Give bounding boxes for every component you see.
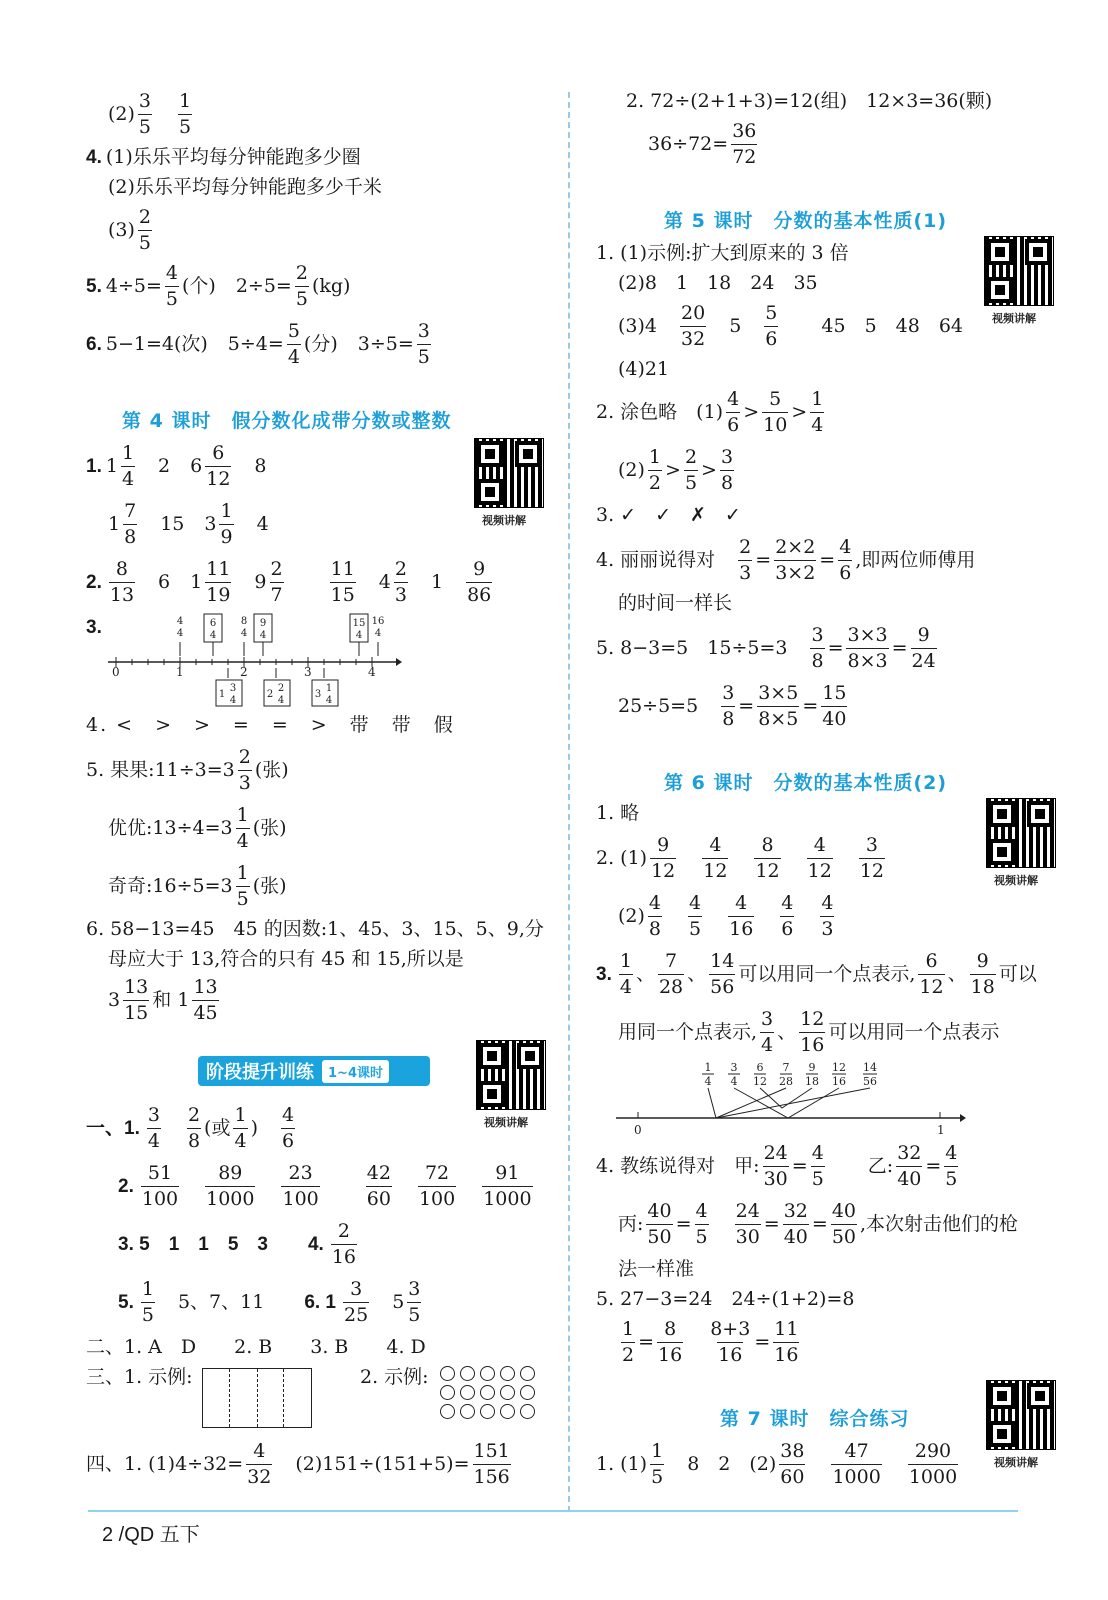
question-number: 3. bbox=[86, 617, 102, 638]
svg-text:16: 16 bbox=[371, 616, 385, 627]
answer-line: 1. 1 $\frac{1}{4}$ 2 6 $\frac{6}{12}$ 8 bbox=[86, 442, 267, 490]
svg-text:3: 3 bbox=[304, 665, 312, 679]
svg-text:8: 8 bbox=[240, 616, 248, 627]
qr-label: 视频讲解 bbox=[994, 1456, 1038, 1469]
svg-text:14: 14 bbox=[863, 1061, 877, 1074]
svg-text:15: 15 bbox=[352, 618, 366, 629]
svg-text:6: 6 bbox=[209, 618, 217, 629]
answer-line: 丙: $\frac{40}{50}$ = $\frac{4}{5}$ $\frac{24}{30}$ = $\frac{32}{40}$ = $\frac{40}{50}$ ,本次射击他们的枪 bbox=[618, 1200, 1019, 1248]
svg-text:6: 6 bbox=[756, 1061, 764, 1074]
answer-line: 2. 涂色略 (1) $\frac{4}{6}$ > $\frac{5}{10}$ > $\frac{1}{4}$ bbox=[596, 388, 824, 436]
answer-line: (2) $\frac{4}{8}$ $\frac{4}{5}$ $\frac{4}{16}$ $\frac{4}{6}$ $\frac{4}{3}$ bbox=[618, 892, 834, 940]
answer-line: 三、1. 示例: bbox=[86, 1366, 193, 1388]
answer-line: 3. $\frac{1}{4}$ 、 $\frac{7}{28}$ 、 $\frac{14}{56}$ 可以用同一个点表示, $\frac{6}{12}$ 、 $\frac{9}{18}$ 可以 bbox=[596, 950, 1037, 998]
section-heading: 第 5 课时 分数的基本性质(1) bbox=[664, 210, 948, 232]
answer-line: 二、1. A D 2. B 3. B 4. D bbox=[86, 1336, 426, 1358]
footer-rule bbox=[88, 1510, 1018, 1512]
answer-line: 奇奇:16÷5=3 $\frac{1}{5}$ (张) bbox=[108, 862, 287, 910]
answer-line: 5. 4÷5= $\frac{4}{5}$ (个) 2÷5= $\frac{2}{5}$ (kg) bbox=[86, 262, 351, 310]
qr-code-icon[interactable] bbox=[476, 1040, 546, 1110]
svg-text:12: 12 bbox=[753, 1075, 767, 1088]
number-line bbox=[104, 612, 404, 708]
answer-line: 6. 5−1=4(次) 5÷4= $\frac{5}{4}$ (分) 3÷5= $\frac{3}{5}$ bbox=[86, 320, 430, 368]
answer-line: $\frac{1}{2}$ = $\frac{8}{16}$ $\frac{8+3}{16}$ = $\frac{11}{16}$ bbox=[622, 1318, 799, 1366]
svg-text:4: 4 bbox=[368, 665, 376, 679]
answer-line: (3)4 $\frac{20}{32}$ 5 $\frac{5}{6}$ 45 5 48 64 bbox=[618, 302, 964, 350]
answer-line: 4. < > > = = > 带 带 假 bbox=[86, 714, 455, 736]
qr-label: 视频讲解 bbox=[482, 514, 526, 527]
answer-line: 2. 示例: bbox=[360, 1366, 429, 1388]
answer-line: (2) $\frac{3}{5}$ $\frac{1}{5}$ bbox=[108, 90, 192, 138]
answer-line: 法一样准 bbox=[618, 1258, 695, 1280]
svg-text:12: 12 bbox=[832, 1061, 846, 1074]
answer-line: 2. 72÷(2+1+3)=12(组) 12×3=36(颗) bbox=[626, 90, 993, 112]
svg-text:3: 3 bbox=[314, 689, 322, 700]
qr-label: 视频讲解 bbox=[992, 312, 1036, 325]
svg-text:9: 9 bbox=[808, 1061, 816, 1074]
svg-text:18: 18 bbox=[805, 1075, 819, 1088]
qr-label: 视频讲解 bbox=[484, 1116, 528, 1129]
answer-line: 1. 略 bbox=[596, 802, 640, 824]
svg-text:56: 56 bbox=[863, 1075, 877, 1088]
svg-text:9: 9 bbox=[259, 618, 267, 629]
answer-line: 1. (1)示例:扩大到原来的 3 倍 bbox=[596, 242, 849, 264]
svg-text:4: 4 bbox=[704, 1075, 712, 1088]
answer-line: 5. 果果:11÷3=3 $\frac{2}{3}$ (张) bbox=[86, 746, 289, 794]
answer-line: 4. 丽丽说得对 $\frac{2}{3}$ = $\frac{2\times 2}{3\times 2}$ = $\frac{4}{6}$ ,即两位师傅用 bbox=[596, 536, 976, 584]
svg-text:3: 3 bbox=[730, 1061, 738, 1074]
svg-text:4: 4 bbox=[229, 695, 237, 706]
circle-diagram bbox=[440, 1366, 537, 1419]
qr-code-icon[interactable] bbox=[986, 798, 1056, 868]
svg-text:1: 1 bbox=[176, 665, 184, 679]
svg-text:2: 2 bbox=[277, 683, 285, 694]
svg-text:4: 4 bbox=[730, 1075, 738, 1088]
answer-line: 5. 27−3=24 24÷(1+2)=8 bbox=[596, 1288, 855, 1310]
svg-text:4: 4 bbox=[325, 695, 333, 706]
answer-line: 4. (1)乐乐平均每分钟能跑多少圈 bbox=[86, 146, 361, 168]
svg-text:4: 4 bbox=[176, 616, 184, 627]
column-divider bbox=[568, 92, 570, 1512]
answer-line: 的时间一样长 bbox=[618, 592, 733, 614]
svg-text:2: 2 bbox=[266, 689, 274, 700]
qr-code-icon[interactable] bbox=[986, 1380, 1056, 1450]
section-heading: 第 7 课时 综合练习 bbox=[720, 1408, 910, 1430]
answer-line: 25÷5=5 $\frac{3}{8}$ = $\frac{3\times 5}{8\times 5}$ = $\frac{15}{40}$ bbox=[618, 682, 847, 730]
svg-text:4: 4 bbox=[240, 628, 248, 639]
qr-code-icon[interactable] bbox=[984, 236, 1054, 306]
svg-text:2: 2 bbox=[240, 665, 248, 679]
svg-text:4: 4 bbox=[259, 630, 267, 641]
svg-text:3: 3 bbox=[229, 683, 237, 694]
answer-line: 2. $\frac{51}{100}$ $\frac{89}{1000}$ $\frac{23}{100}$ $\frac{42}{60}$ $\frac{72}{100}$ $\frac{91}{1000}$ bbox=[118, 1162, 532, 1210]
answer-line: 2. (1) $\frac{9}{12}$ $\frac{4}{12}$ $\frac{8}{12}$ $\frac{4}{12}$ $\frac{3}{12}$ bbox=[596, 834, 885, 882]
svg-text:0: 0 bbox=[112, 665, 120, 679]
answer-line: 用同一个点表示, $\frac{3}{4}$ 、 $\frac{12}{16}$ 可以用同一个点表示 bbox=[618, 1008, 1000, 1056]
svg-text:1: 1 bbox=[704, 1061, 712, 1074]
answer-line: (2)8 1 18 24 35 bbox=[618, 272, 818, 294]
svg-text:1: 1 bbox=[325, 683, 333, 694]
page-number: 2 /QD 五下 bbox=[102, 1524, 200, 1546]
answer-line: 6. 58−13=45 45 的因数:1、45、3、15、5、9,分 bbox=[86, 918, 544, 940]
rectangle-diagram bbox=[202, 1368, 312, 1428]
section-heading: 第 4 课时 假分数化成带分数或整数 bbox=[122, 410, 452, 432]
svg-text:28: 28 bbox=[779, 1075, 793, 1088]
answer-line: 优优:13÷4=3 $\frac{1}{4}$ (张) bbox=[108, 804, 287, 852]
svg-text:7: 7 bbox=[782, 1061, 790, 1074]
answer-line: 36÷72= $\frac{36}{72}$ bbox=[648, 120, 757, 168]
answer-line: 3. ✓ ✓ ✗ ✓ bbox=[596, 504, 741, 526]
answer-line: 一、1. $\frac{3}{4}$ $\frac{2}{8}$ (或 $\frac{1}{4}$ ) $\frac{4}{6}$ bbox=[86, 1104, 295, 1152]
svg-text:4: 4 bbox=[374, 628, 382, 639]
answer-line: 母应大于 13,符合的只有 45 和 15,所以是 bbox=[108, 948, 464, 970]
svg-text:1: 1 bbox=[218, 689, 226, 700]
number-line-fractions bbox=[612, 1060, 972, 1140]
svg-text:4: 4 bbox=[355, 630, 363, 641]
answer-line: 2. $\frac{8}{13}$ 6 1 $\frac{11}{19}$ 9 $\frac{2}{7}$ $\frac{11}{15}$ 4 $\frac{2}{3}$ 1 $\frac{9}{86}$ bbox=[86, 558, 492, 606]
svg-text:16: 16 bbox=[832, 1075, 846, 1088]
svg-text:1: 1 bbox=[937, 1123, 945, 1137]
answer-line: 5. $\frac{1}{5}$ 5、7、11 6. 1 $\frac{3}{25}$ 5 $\frac{3}{5}$ bbox=[118, 1278, 421, 1326]
answer-line: (2) $\frac{1}{2}$ > $\frac{2}{5}$ > $\frac{3}{8}$ bbox=[618, 446, 734, 494]
answer-line: 四、1. (1)4÷32= $\frac{4}{32}$ (2)151÷(151+5)= $\frac{151}{156}$ bbox=[86, 1440, 510, 1488]
svg-text:0: 0 bbox=[634, 1123, 642, 1137]
answer-line: 4. 教练说得对 甲: $\frac{24}{30}$ = $\frac{4}{5}$ 乙: $\frac{32}{40}$ = $\frac{4}{5}$ bbox=[596, 1142, 958, 1190]
svg-text:4: 4 bbox=[176, 628, 184, 639]
answer-line: 1 $\frac{7}{8}$ 15 3 $\frac{1}{9}$ 4 bbox=[108, 500, 269, 548]
answer-line: 3. 5 1 1 5 3 4. $\frac{2}{16}$ bbox=[118, 1220, 357, 1268]
answer-line: 3 $\frac{13}{15}$ 和 1 $\frac{13}{45}$ bbox=[108, 976, 218, 1024]
qr-code-icon[interactable] bbox=[474, 438, 544, 508]
answer-line: 1. (1) $\frac{1}{5}$ 8 2 (2) $\frac{38}{60}$ $\frac{47}{1000}$ $\frac{290}{1000}$ bbox=[596, 1440, 958, 1488]
svg-text:4: 4 bbox=[209, 630, 217, 641]
stage-training-badge: 阶段提升训练 1~4课时 bbox=[198, 1056, 430, 1086]
qr-label: 视频讲解 bbox=[994, 874, 1038, 887]
answer-line: (2)乐乐平均每分钟能跑多少千米 bbox=[108, 176, 382, 198]
section-heading: 第 6 课时 分数的基本性质(2) bbox=[664, 772, 948, 794]
answer-line: (3) $\frac{2}{5}$ bbox=[108, 206, 152, 254]
svg-text:4: 4 bbox=[277, 695, 285, 706]
answer-line: (4)21 bbox=[618, 358, 670, 380]
answer-line: 5. 8−3=5 15÷5=3 $\frac{3}{8}$ = $\frac{3\times 3}{8\times 3}$ = $\frac{9}{24}$ bbox=[596, 624, 936, 672]
